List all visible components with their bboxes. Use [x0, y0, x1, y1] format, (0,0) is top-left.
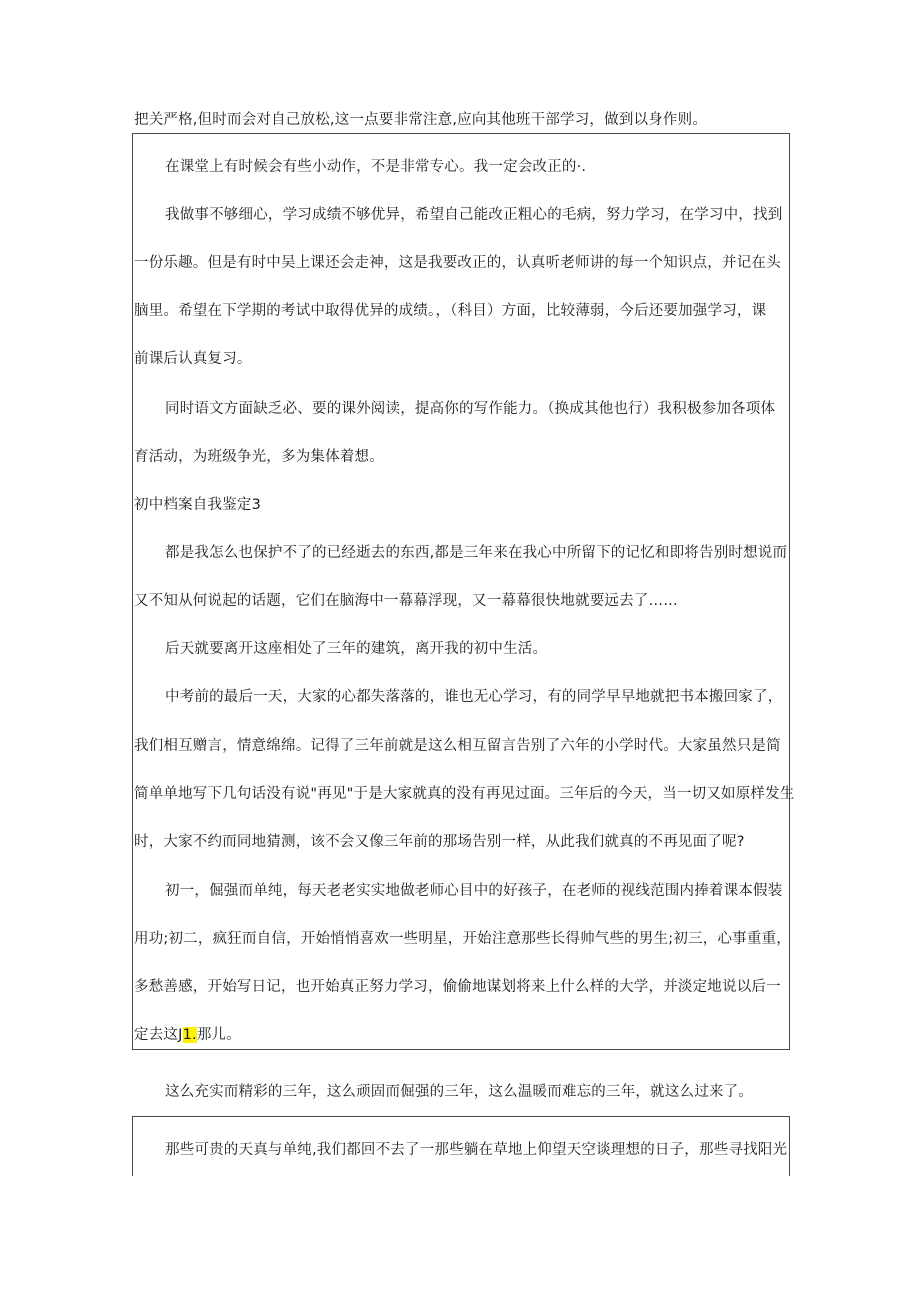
box1-line: 前课后认真复习。 [134, 351, 252, 367]
box1-line: 我做事不够细心，学习成绩不够优异，希望自己能改正粗心的毛病，努力学习，在学习中，找到 [165, 207, 783, 223]
box2-line: 那些可贵的天真与单纯,我们都回不去了一那些躺在草地上仰望天空谈理想的日子，那些寻找阳光 [165, 1142, 788, 1158]
box1-last-line-prefix: 定去这J [134, 1027, 183, 1043]
box1-line: 我们相互赠言，情意绵绵。记得了三年前就是这么相互留言告别了六年的小学时代。大家虽然只是简 [134, 738, 781, 754]
box1-line: 后天就要离开这座相处了三年的建筑，离开我的初中生活。 [165, 641, 548, 657]
middle-text-line: 这么充实而精彩的三年，这么顽固而倔强的三年，这么温暖而难忘的三年，就这么过来了。 [165, 1084, 753, 1100]
box1-line: 在课堂上有时候会有些小动作，不是非常专心。我一定会改正的·. [165, 159, 587, 175]
box1-line: 一份乐趣。但是有时中吴上课还会走神，这是我要改正的，认真听老师讲的每一个知识点，并记在头 [134, 255, 781, 271]
box1-line: 时，大家不约而同地猜测，该不会又像三年前的那场告别一样，从此我们就真的不再见面了呢? [134, 834, 745, 850]
box1-last-line [134, 1025, 241, 1045]
box1-line: 脑里。希望在下学期的考试中取得优异的成绩。，（科目）方面，比较薄弱，今后还要加强学习，课 [134, 303, 767, 319]
box1-line: 简单单地写下几句话没有说"再见"于是大家就真的没有再见过面。三年后的今天，当一切又如原样发生 [134, 786, 795, 802]
box1-last-line-suffix: 那儿。 [196, 1027, 241, 1043]
box1-line: 都是我怎么也保护不了的已经逝去的东西,都是三年来在我心中所留下的记忆和即将告别时想说而 [165, 545, 788, 561]
box1-line: 同时语文方面缺乏必、要的课外阅读，提高你的写作能力。（换成其他也行）我积极参加各项体 [165, 401, 776, 417]
top-text-line: 把关严格,但时而会对自己放松,这一点要非常注意,应向其他班干部学习，做到以身作则。 [134, 112, 708, 128]
box1-line: 育活动，为班级争光，多为集体着想。 [134, 449, 384, 465]
box1-line: 用功;初二，疯狂而自信，开始悄悄喜欢一些明星，开始注意那些长得帅气些的男生;初三，心事重重， [134, 931, 791, 947]
box1-line: 多愁善感，开始写日记，也开始真正努力学习，偷偷地谋划将来上什么样的大学，并淡定地说以后一 [134, 979, 781, 995]
highlighted-text: 1. [182, 1027, 197, 1043]
box1-line: 初一，倔强而单纯，每天老老实实地做老师心目中的好孩子，在老师的视线范围内捧着课本假装 [165, 883, 783, 899]
section-heading: 初中档案自我鉴定3 [134, 497, 262, 513]
box1-line: 又不知从何说起的话题，它们在脑海中一幕幕浮现，又一幕幕很快地就要远去了…… [134, 593, 678, 609]
box1-line: 中考前的最后一天，大家的心都失落落的，谁也无心学习，有的同学早早地就把书本搬回家了， [165, 689, 783, 705]
